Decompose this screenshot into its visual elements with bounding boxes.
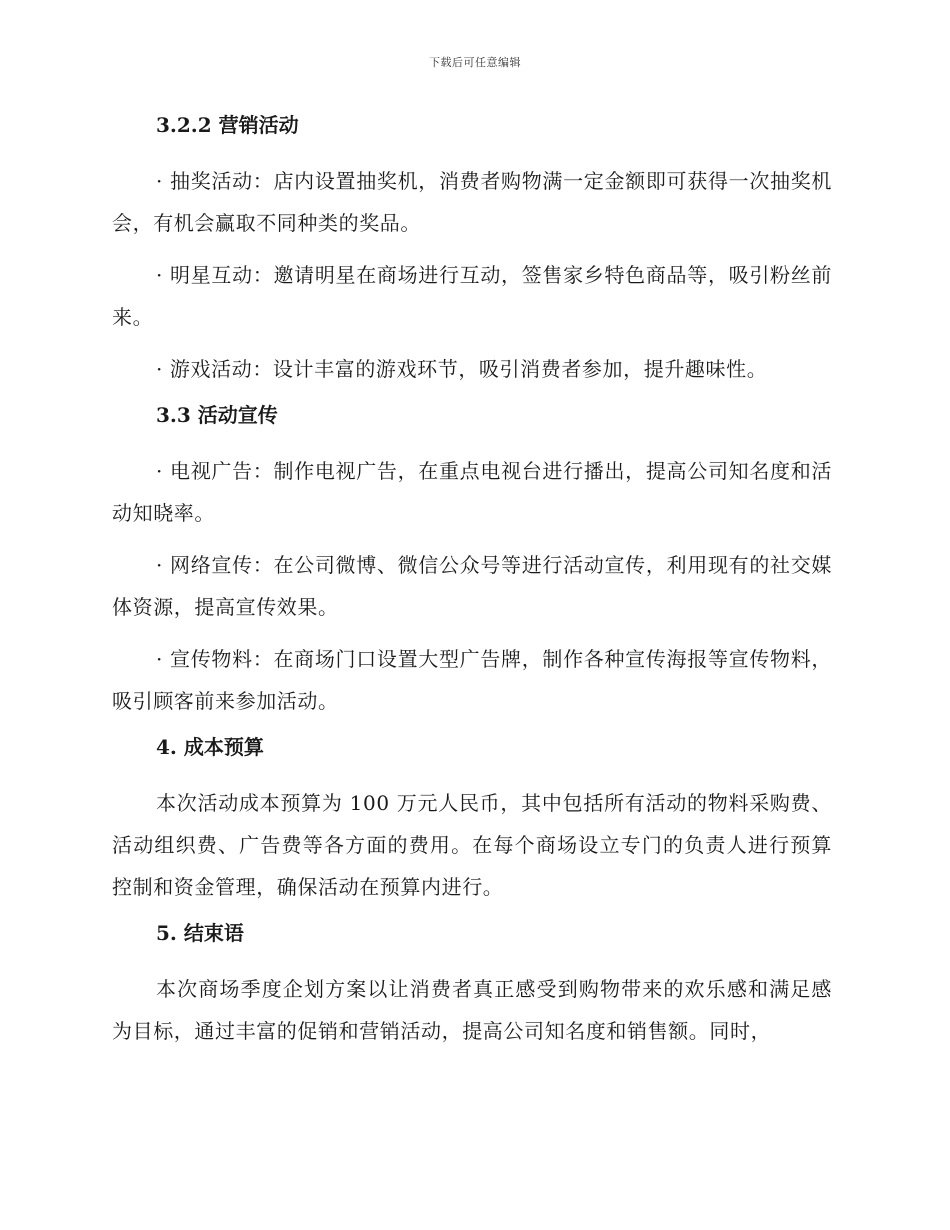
paragraph-games: · 游戏活动：设计丰富的游戏环节，吸引消费者参加，提升趣味性。: [156, 357, 768, 381]
page-header: 下载后可任意编辑: [429, 56, 521, 69]
paragraph-tv-ads: · 电视广告：制作电视广告，在重点电视台进行播出，提高公司知名度和活动知晓率。: [112, 459, 832, 525]
paragraph-materials: · 宣传物料：在商场门口设置大型广告牌，制作各种宣传海报等宣传物料，吸引顾客前来参加活动。: [112, 647, 832, 713]
section-heading-budget: 4. 成本预算: [156, 735, 264, 759]
document-body: [112, 110, 832, 1052]
section-heading-marketing: 3.2.2 营销活动: [156, 113, 299, 137]
paragraph-lottery: · 抽奖活动：店内设置抽奖机，消费者购物满一定金额即可获得一次抽奖机会，有机会赢取不同种类的奖品。: [112, 169, 832, 235]
paragraph-conclusion: 本次商场季度企划方案以让消费者真正感受到购物带来的欢乐感和满足感为目标，通过丰富的促销和营销活动，提高公司知名度和销售额。同时，: [112, 977, 832, 1043]
paragraph-budget: 本次活动成本预算为 100 万元人民币，其中包括所有活动的物料采购费、活动组织费、广告费等各方面的费用。在每个商场设立专门的负责人进行预算控制和资金管理，确保活动在预算内进行。: [112, 791, 832, 899]
section-heading-conclusion: 5. 结束语: [156, 921, 244, 945]
section-heading-promotion: 3.3 活动宣传: [156, 403, 278, 427]
paragraph-online: · 网络宣传：在公司微博、微信公众号等进行活动宣传，利用现有的社交媒体资源，提高宣传效果。: [112, 553, 832, 619]
paragraph-celebrity: · 明星互动：邀请明星在商场进行互动，签售家乡特色商品等，吸引粉丝前来。: [112, 263, 832, 329]
